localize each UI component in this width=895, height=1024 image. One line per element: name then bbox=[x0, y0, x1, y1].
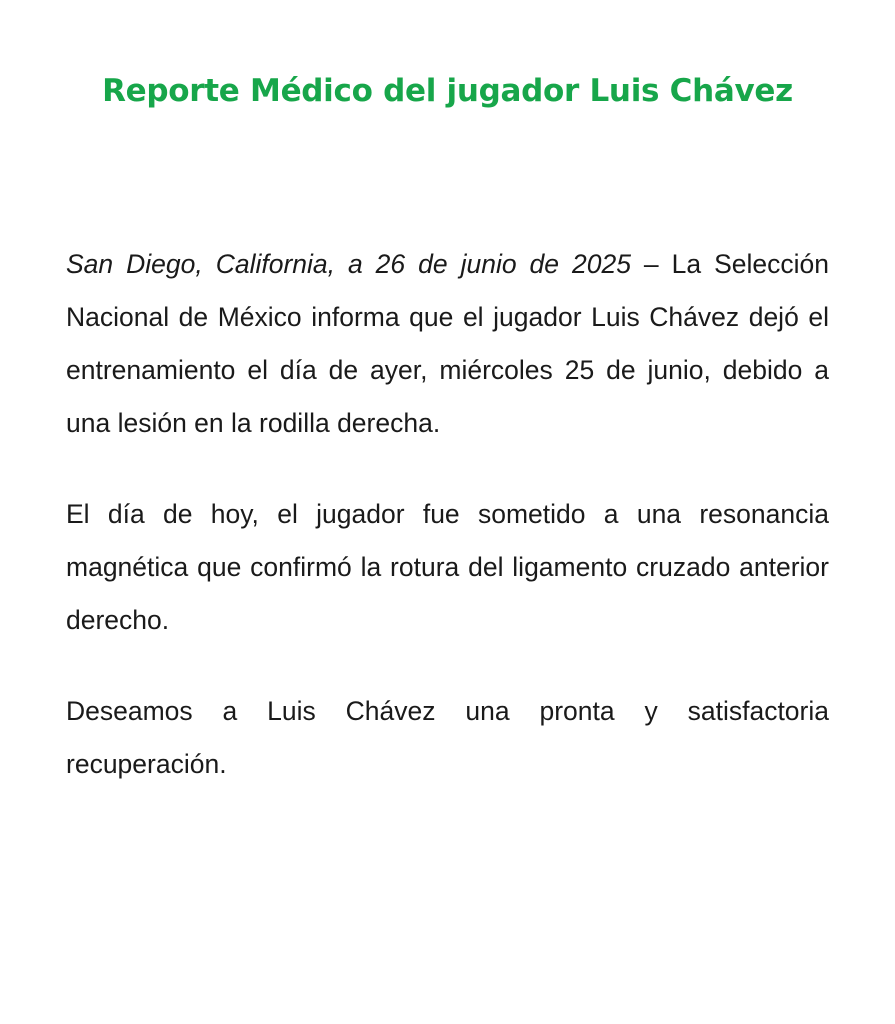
paragraph-1-text: La Selección Nacional de México informa que el jugador Luis Chávez dejó el entrenamiento el día de ayer, miércoles 25 de junio, debido a una lesión en la rodilla derecha. bbox=[66, 249, 829, 438]
document-body bbox=[66, 238, 829, 791]
page-title: Reporte Médico del jugador Luis Chávez bbox=[102, 72, 793, 109]
dateline-separator: – bbox=[630, 249, 672, 279]
paragraph-2 bbox=[66, 488, 829, 647]
dateline: San Diego, California, a 26 de junio de 2025 bbox=[66, 249, 631, 279]
paragraph-1 bbox=[66, 238, 829, 450]
paragraph-2-text: El día de hoy, el jugador fue sometido a una resonancia magnética que confirmó la rotura del ligamento cruzado anterior derecho. bbox=[66, 499, 829, 635]
paragraph-3-text: Deseamos a Luis Chávez una pronta y satisfactoria recuperación. bbox=[66, 696, 829, 779]
paragraph-3 bbox=[66, 685, 829, 791]
